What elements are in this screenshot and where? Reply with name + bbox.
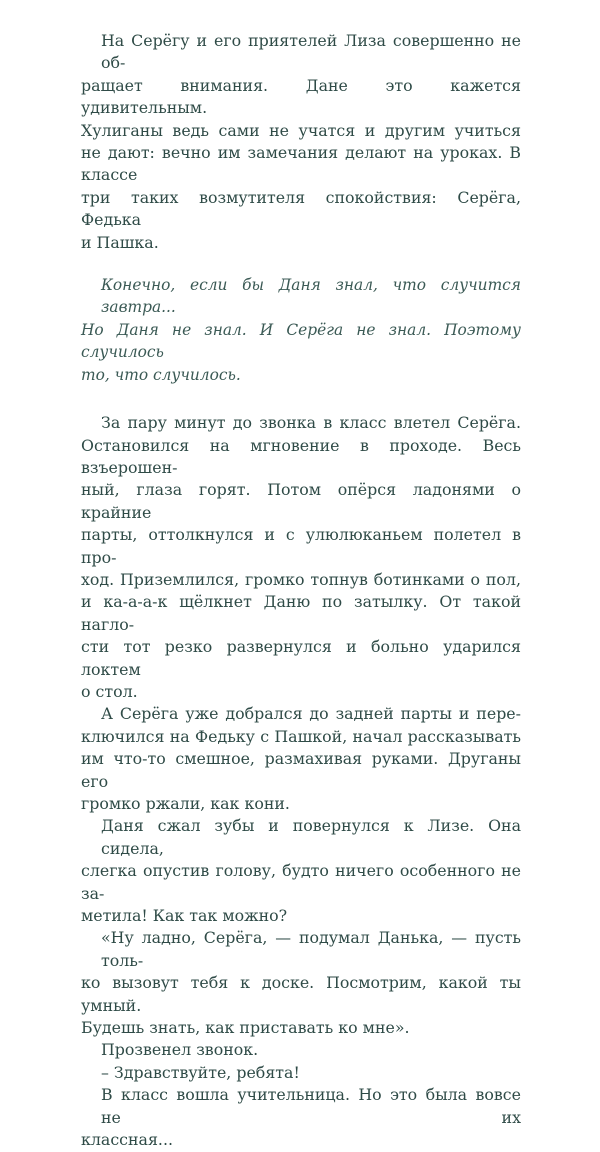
paragraph-line: громко ржали, как кони. [81,794,290,813]
paragraph-line: парты, оттолкнулся и с улюлюканьем полетел в про- [81,525,521,567]
paragraph-2-italic [81,274,521,386]
paragraph-line: не дают: вечно им замечания делают на уроках. В классе [81,143,521,185]
paragraph-line: А Серёга уже добрался до задней парты и пере- [101,704,521,724]
paragraph-line: метила! Как так можно? [81,906,288,926]
paragraph-line: ко вызовут тебя к доске. Посмотрим, какой ты умный. [81,973,521,1015]
paragraph-3 [81,412,521,703]
paragraph-line: – Здравствуйте, ребята! [101,1062,300,1082]
paragraph-line: три таких возмутителя спокойствия: Серёга, Федька [81,187,521,230]
paragraph-9 [81,1084,521,1151]
paragraph-line: «Ну ладно, Серёга, — подумал Данька, — пусть толь- [101,928,521,970]
paragraph-line: Будешь знать, как приставать ко мне». [81,1018,410,1038]
paragraph-5 [81,815,521,927]
paragraph-line: Хулиганы ведь сами не учатся и другим учиться [81,120,521,140]
paragraph-7 [81,1039,521,1061]
paragraph-line: Но Даня не знал. И Серёга не знал. Поэтому случилось [81,320,521,362]
paragraph-line: На Серёгу и его приятелей Лиза совершенно не об- [101,31,521,73]
paragraph-line: Остановился на мгновение в проходе. Весь взъерошен- [81,435,521,477]
paragraph-line: Конечно, если бы Даня знал, что случится завтра... [101,276,521,317]
paragraph-line: о стол. [81,681,138,701]
paragraph-line: ращает внимания. Дане это кажется удивительным. [81,75,521,118]
document-page [81,30,521,1152]
paragraph-line: В класс вошла учительница. Но это была вовсе не их [101,1085,521,1127]
paragraph-6 [81,927,521,1039]
paragraph-line: ный, глаза горят. Потом опёрся ладонями о крайние [81,480,521,522]
paragraph-line: ход. Приземлился, громко топнув ботинками о пол, [81,569,521,589]
paragraph-line: Даня сжал зубы и повернулся к Лизе. Она сидела, [101,816,521,858]
paragraph-line: и Пашка. [81,232,159,252]
paragraph-line: сти тот резко развернулся и больно ударился локтем [81,637,521,679]
paragraph-8-dialogue [81,1062,521,1084]
paragraph-line: и ка-а-а-к щёлкнет Даню по затылку. От такой нагло- [81,592,521,634]
paragraph-line: Прозвенел звонок. [101,1040,259,1060]
paragraph-line: классная... [81,1130,173,1150]
paragraph-4 [81,703,521,815]
paragraph-line: им что-то смешное, размахивая руками. Друганы его [81,749,521,791]
paragraph-line: За пару минут до звонка в класс влетел Серёга. [101,413,521,433]
paragraph-line: ключился на Федьку с Пашкой, начал рассказывать [81,726,521,746]
paragraph-line: слегка опустив голову, будто ничего особенного не за- [81,861,521,903]
paragraph-1 [81,30,521,254]
paragraph-line: то, что случилось. [81,365,241,384]
